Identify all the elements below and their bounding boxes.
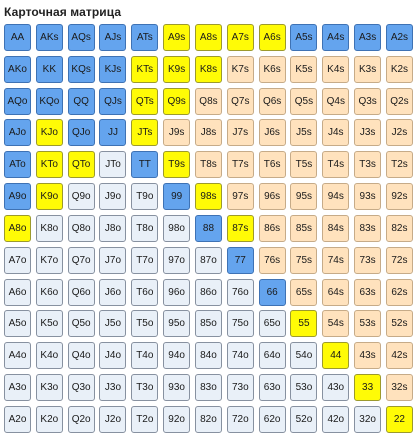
- hand-cell[interactable]: K5s: [290, 56, 317, 83]
- hand-cell[interactable]: T2o: [131, 406, 158, 433]
- hand-cell[interactable]: AA: [4, 24, 31, 51]
- hand-cell[interactable]: KK: [36, 56, 63, 83]
- hand-cell[interactable]: KQs: [68, 56, 95, 83]
- hand-matrix-grid: [4, 24, 413, 433]
- hand-cell[interactable]: 43o: [322, 374, 349, 401]
- hand-cell[interactable]: J9o: [99, 183, 126, 210]
- hand-cell[interactable]: QJs: [99, 88, 126, 115]
- hand-cell[interactable]: J3s: [354, 119, 381, 146]
- hand-cell[interactable]: Q4s: [322, 88, 349, 115]
- hand-cell[interactable]: T3o: [131, 374, 158, 401]
- hand-cell[interactable]: 42o: [322, 406, 349, 433]
- hand-cell[interactable]: T8o: [131, 215, 158, 242]
- hand-cell[interactable]: Q5o: [68, 310, 95, 337]
- hand-cell[interactable]: JTs: [131, 119, 158, 146]
- hand-cell[interactable]: 53o: [290, 374, 317, 401]
- hand-cell[interactable]: K7o: [36, 247, 63, 274]
- hand-cell[interactable]: 32o: [354, 406, 381, 433]
- hand-cell[interactable]: A5o: [4, 310, 31, 337]
- hand-cell[interactable]: AKo: [4, 56, 31, 83]
- hand-cell[interactable]: 82o: [195, 406, 222, 433]
- hand-cell[interactable]: 63o: [259, 374, 286, 401]
- hand-cell[interactable]: T2s: [386, 151, 413, 178]
- hand-cell[interactable]: J8s: [195, 119, 222, 146]
- hand-cell[interactable]: 52o: [290, 406, 317, 433]
- hand-cell[interactable]: J4o: [99, 342, 126, 369]
- hand-cell[interactable]: T8s: [195, 151, 222, 178]
- hand-cell[interactable]: 52s: [386, 310, 413, 337]
- hand-cell[interactable]: Q9s: [163, 88, 190, 115]
- hand-cell[interactable]: T7o: [131, 247, 158, 274]
- hand-cell[interactable]: 74o: [227, 342, 254, 369]
- hand-cell[interactable]: 65o: [259, 310, 286, 337]
- hand-cell[interactable]: A5s: [290, 24, 317, 51]
- hand-cell[interactable]: 32s: [386, 374, 413, 401]
- hand-cell[interactable]: ATs: [131, 24, 158, 51]
- hand-cell[interactable]: AJs: [99, 24, 126, 51]
- hand-cell[interactable]: 99: [163, 183, 190, 210]
- hand-cell[interactable]: 83o: [195, 374, 222, 401]
- hand-cell[interactable]: Q6o: [68, 279, 95, 306]
- hand-cell[interactable]: 77: [227, 247, 254, 274]
- hand-cell[interactable]: Q4o: [68, 342, 95, 369]
- hand-cell[interactable]: K4o: [36, 342, 63, 369]
- hand-cell[interactable]: Q7o: [68, 247, 95, 274]
- hand-cell[interactable]: 95s: [290, 183, 317, 210]
- hand-cell[interactable]: 98s: [195, 183, 222, 210]
- hand-cell[interactable]: 94s: [322, 183, 349, 210]
- hand-cell[interactable]: Q2s: [386, 88, 413, 115]
- hand-cell[interactable]: 85s: [290, 215, 317, 242]
- hand-cell[interactable]: J5s: [290, 119, 317, 146]
- hand-cell[interactable]: KTs: [131, 56, 158, 83]
- hand-cell[interactable]: A2s: [386, 24, 413, 51]
- hand-cell[interactable]: J5o: [99, 310, 126, 337]
- hand-cell[interactable]: K9o: [36, 183, 63, 210]
- hand-cell[interactable]: 98o: [163, 215, 190, 242]
- hand-cell[interactable]: Q8s: [195, 88, 222, 115]
- hand-cell[interactable]: 42s: [386, 342, 413, 369]
- hand-cell[interactable]: J7o: [99, 247, 126, 274]
- hand-cell[interactable]: 75o: [227, 310, 254, 337]
- hand-cell[interactable]: 92o: [163, 406, 190, 433]
- hand-cell[interactable]: AQo: [4, 88, 31, 115]
- hand-cell[interactable]: 93s: [354, 183, 381, 210]
- hand-cell[interactable]: T4o: [131, 342, 158, 369]
- hand-cell[interactable]: Q3o: [68, 374, 95, 401]
- hand-cell[interactable]: J9s: [163, 119, 190, 146]
- hand-cell[interactable]: J4s: [322, 119, 349, 146]
- hand-cell[interactable]: 62s: [386, 279, 413, 306]
- hand-cell[interactable]: 84o: [195, 342, 222, 369]
- hand-cell[interactable]: A6o: [4, 279, 31, 306]
- hand-cell[interactable]: K6s: [259, 56, 286, 83]
- hand-cell[interactable]: 72o: [227, 406, 254, 433]
- hand-cell[interactable]: K5o: [36, 310, 63, 337]
- hand-cell[interactable]: 44: [322, 342, 349, 369]
- hand-cell[interactable]: A7o: [4, 247, 31, 274]
- hand-cell[interactable]: 33: [354, 374, 381, 401]
- hand-cell[interactable]: A8s: [195, 24, 222, 51]
- hand-cell[interactable]: AQs: [68, 24, 95, 51]
- hand-cell[interactable]: Q9o: [68, 183, 95, 210]
- hand-cell[interactable]: T9o: [131, 183, 158, 210]
- hand-cell[interactable]: 75s: [290, 247, 317, 274]
- hand-cell[interactable]: 65s: [290, 279, 317, 306]
- hand-cell[interactable]: 94o: [163, 342, 190, 369]
- hand-cell[interactable]: KQo: [36, 88, 63, 115]
- hand-cell[interactable]: 22: [386, 406, 413, 433]
- hand-cell[interactable]: 76s: [259, 247, 286, 274]
- hand-cell[interactable]: J3o: [99, 374, 126, 401]
- hand-cell[interactable]: 72s: [386, 247, 413, 274]
- hand-cell[interactable]: 43s: [354, 342, 381, 369]
- hand-cell[interactable]: AKs: [36, 24, 63, 51]
- hand-cell[interactable]: J8o: [99, 215, 126, 242]
- hand-cell[interactable]: 55: [290, 310, 317, 337]
- hand-cell[interactable]: 54o: [290, 342, 317, 369]
- hand-cell[interactable]: A7s: [227, 24, 254, 51]
- hand-cell[interactable]: 97o: [163, 247, 190, 274]
- hand-cell[interactable]: 83s: [354, 215, 381, 242]
- hand-cell[interactable]: A6s: [259, 24, 286, 51]
- hand-cell[interactable]: Q2o: [68, 406, 95, 433]
- hand-cell[interactable]: A9s: [163, 24, 190, 51]
- hand-cell[interactable]: KJo: [36, 119, 63, 146]
- hand-cell[interactable]: QTs: [131, 88, 158, 115]
- hand-cell[interactable]: 73o: [227, 374, 254, 401]
- hand-cell[interactable]: J7s: [227, 119, 254, 146]
- hand-cell[interactable]: J6s: [259, 119, 286, 146]
- hand-cell[interactable]: Q6s: [259, 88, 286, 115]
- hand-cell[interactable]: Q5s: [290, 88, 317, 115]
- hand-cell[interactable]: A3o: [4, 374, 31, 401]
- hand-cell[interactable]: QJo: [68, 119, 95, 146]
- hand-cell[interactable]: A4s: [322, 24, 349, 51]
- hand-cell[interactable]: K2s: [386, 56, 413, 83]
- hand-cell[interactable]: J6o: [99, 279, 126, 306]
- hand-cell[interactable]: 85o: [195, 310, 222, 337]
- hand-cell[interactable]: 63s: [354, 279, 381, 306]
- hand-cell[interactable]: QQ: [68, 88, 95, 115]
- hand-cell[interactable]: J2o: [99, 406, 126, 433]
- hand-cell[interactable]: 82s: [386, 215, 413, 242]
- hand-cell[interactable]: 86o: [195, 279, 222, 306]
- hand-cell[interactable]: TT: [131, 151, 158, 178]
- hand-cell[interactable]: K9s: [163, 56, 190, 83]
- hand-cell[interactable]: 92s: [386, 183, 413, 210]
- hand-cell[interactable]: AJo: [4, 119, 31, 146]
- hand-cell[interactable]: 64s: [322, 279, 349, 306]
- hand-cell[interactable]: T6s: [259, 151, 286, 178]
- hand-cell[interactable]: K8s: [195, 56, 222, 83]
- hand-cell[interactable]: K3s: [354, 56, 381, 83]
- hand-cell[interactable]: Q3s: [354, 88, 381, 115]
- hand-cell[interactable]: A9o: [4, 183, 31, 210]
- hand-cell[interactable]: T4s: [322, 151, 349, 178]
- hand-cell[interactable]: A8o: [4, 215, 31, 242]
- hand-cell[interactable]: 96o: [163, 279, 190, 306]
- hand-cell[interactable]: 54s: [322, 310, 349, 337]
- hand-cell[interactable]: K6o: [36, 279, 63, 306]
- hand-cell[interactable]: JJ: [99, 119, 126, 146]
- hand-cell[interactable]: A3s: [354, 24, 381, 51]
- hand-cell[interactable]: K2o: [36, 406, 63, 433]
- hand-cell[interactable]: 64o: [259, 342, 286, 369]
- hand-cell[interactable]: K4s: [322, 56, 349, 83]
- hand-cell[interactable]: K7s: [227, 56, 254, 83]
- hand-cell[interactable]: 88: [195, 215, 222, 242]
- hand-cell[interactable]: 95o: [163, 310, 190, 337]
- hand-cell[interactable]: Q7s: [227, 88, 254, 115]
- hand-cell[interactable]: 73s: [354, 247, 381, 274]
- hand-cell[interactable]: 96s: [259, 183, 286, 210]
- hand-cell[interactable]: T9s: [163, 151, 190, 178]
- hand-cell[interactable]: Q8o: [68, 215, 95, 242]
- hand-cell[interactable]: ATo: [4, 151, 31, 178]
- hand-cell[interactable]: A2o: [4, 406, 31, 433]
- hand-cell[interactable]: 53s: [354, 310, 381, 337]
- hand-cell[interactable]: T7s: [227, 151, 254, 178]
- hand-cell[interactable]: 76o: [227, 279, 254, 306]
- hand-cell[interactable]: 62o: [259, 406, 286, 433]
- hand-cell[interactable]: J2s: [386, 119, 413, 146]
- hand-cell[interactable]: 87o: [195, 247, 222, 274]
- hand-cell[interactable]: T3s: [354, 151, 381, 178]
- hand-cell[interactable]: JTo: [99, 151, 126, 178]
- hand-cell[interactable]: T5s: [290, 151, 317, 178]
- hand-cell[interactable]: 66: [259, 279, 286, 306]
- hand-cell[interactable]: K3o: [36, 374, 63, 401]
- hand-cell[interactable]: 74s: [322, 247, 349, 274]
- hand-cell[interactable]: A4o: [4, 342, 31, 369]
- hand-cell[interactable]: KTo: [36, 151, 63, 178]
- hand-cell[interactable]: 84s: [322, 215, 349, 242]
- panel-title: Карточная матрица: [4, 5, 122, 19]
- hand-cell[interactable]: 87s: [227, 215, 254, 242]
- hand-cell[interactable]: 97s: [227, 183, 254, 210]
- hand-cell[interactable]: T5o: [131, 310, 158, 337]
- hand-cell[interactable]: 93o: [163, 374, 190, 401]
- hand-cell[interactable]: T6o: [131, 279, 158, 306]
- hand-cell[interactable]: KJs: [99, 56, 126, 83]
- hand-cell[interactable]: QTo: [68, 151, 95, 178]
- hand-cell[interactable]: K8o: [36, 215, 63, 242]
- hand-cell[interactable]: 86s: [259, 215, 286, 242]
